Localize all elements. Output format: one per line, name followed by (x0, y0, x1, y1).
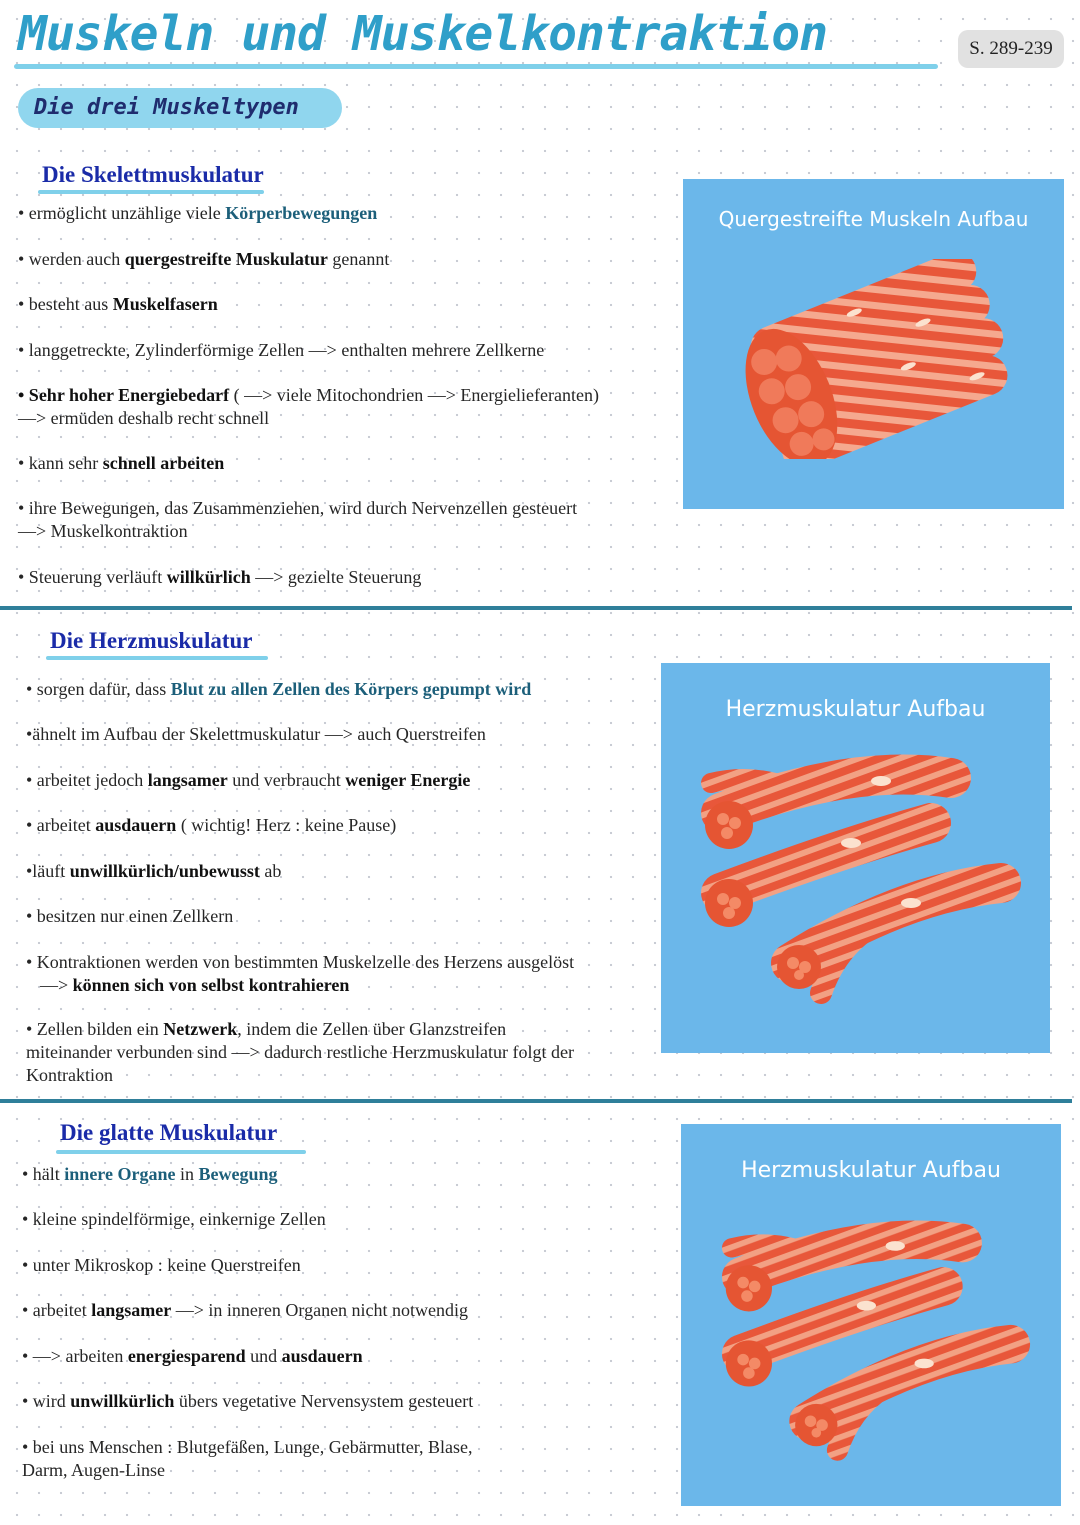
glatt-bullet-5: • —> arbeiten energiesparend und ausdauern (22, 1346, 363, 1366)
page-title: Muskeln und Muskelkontraktion (18, 6, 828, 62)
skelett-bullet-8: • Steuerung verläuft willkürlich —> gezielte Steuerung (18, 567, 422, 587)
heart-image-title-1: Herzmuskulatur Aufbau (725, 697, 986, 722)
heart-image-title-2: Herzmuskulatur Aufbau (741, 1158, 1001, 1183)
heart-fiber-network-graphic-1 (701, 753, 1021, 1023)
subtitle-pill: Die drei Muskeltypen (18, 88, 342, 128)
glatt-bullet-2: • kleine spindelförmige, einkernige Zellen (22, 1209, 326, 1229)
skelett-bullet-5: • Sehr hoher Energiebedarf ( —> viele Mitochondrien —> Energielieferanten) —> ermüden deshalb recht schnell (18, 385, 599, 428)
herz-bullet-3: • arbeitet jedoch langsamer und verbraucht weniger Energie (26, 770, 471, 790)
herz-section-title: Die Herzmuskulatur (50, 628, 253, 653)
heart-fiber-network-graphic-2 (721, 1219, 1031, 1479)
section-divider-2 (0, 1099, 1072, 1103)
glatt-bullet-4: • arbeitet langsamer —> in inneren Organen nicht notwendig (22, 1300, 469, 1320)
skeletal-image-title: Quergestreifte Muskeln Aufbau (718, 207, 1029, 231)
herz-bullet-5: •läuft unwillkürlich/unbewusst ab (26, 861, 282, 881)
herz-bullet-1: • sorgen dafür, dass Blut zu allen Zellen des Körpers gepumpt wird (26, 679, 532, 699)
skelett-bullet-1: • ermöglicht unzählige viele Körperbewegungen (18, 203, 378, 223)
heart-muscle-illustration-2 (681, 1124, 1061, 1506)
skelett-bullet-7: • ihre Bewegungen, das Zusammenziehen, wird durch Nervenzellen gesteuert —> Muskelkontraktion (18, 498, 578, 541)
skelett-section-title: Die Skelettmuskulatur (42, 162, 264, 187)
glatt-section-title: Die glatte Muskulatur (60, 1120, 278, 1145)
skeletal-muscle-illustration (683, 179, 1064, 509)
herz-bullet-4: • arbeitet ausdauern ( wichtig! Herz : keine Pause) (26, 815, 397, 835)
herz-bullet-8: • Zellen bilden ein Netzwerk, indem die Zellen über Glanzstreifen miteinander verbunden sind —> dadurch restliche Herzmuskulatur folgt der Kontraktion (26, 1019, 574, 1085)
glatt-bullet-1: • hält innere Organe in Bewegung (22, 1164, 278, 1184)
herz-title-underline (46, 656, 268, 660)
skelett-bullet-3: • besteht aus Muskelfasern (18, 294, 218, 314)
glatt-bullet-7: • bei uns Menschen : Blutgefäßen, Lunge, Gebärmutter, Blase, Darm, Augen-Linse (22, 1437, 473, 1480)
glatt-title-underline (56, 1150, 306, 1154)
skelett-bullet-4: • langgetreckte, Zylinderförmige Zellen —> enthalten mehrere Zellkerne (18, 340, 545, 360)
page-reference-badge: S. 289-239 (958, 30, 1064, 68)
title-underline (14, 64, 938, 69)
herz-bullet-7: • Kontraktionen werden von bestimmten Muskelzelle des Herzens ausgelöst —> können sich von selbst kontrahieren (26, 952, 575, 995)
skeletal-fiber-bundle-graphic (723, 259, 1023, 459)
glatt-bullet-6: • wird unwillkürlich übers vegetative Nervensystem gesteuert (22, 1391, 474, 1411)
herz-bullet-2: •ähnelt im Aufbau der Skelettmuskulatur —> auch Querstreifen (26, 724, 486, 744)
skelett-bullet-6: • kann sehr schnell arbeiten (18, 453, 225, 473)
heart-muscle-illustration-1 (661, 663, 1050, 1053)
skelett-title-underline (38, 190, 264, 194)
glatt-bullet-3: • unter Mikroskop : keine Querstreifen (22, 1255, 301, 1275)
skelett-bullet-2: • werden auch quergestreifte Muskulatur genannt (18, 249, 390, 269)
section-divider-1 (0, 606, 1072, 610)
herz-bullet-6: • besitzen nur einen Zellkern (26, 906, 234, 926)
